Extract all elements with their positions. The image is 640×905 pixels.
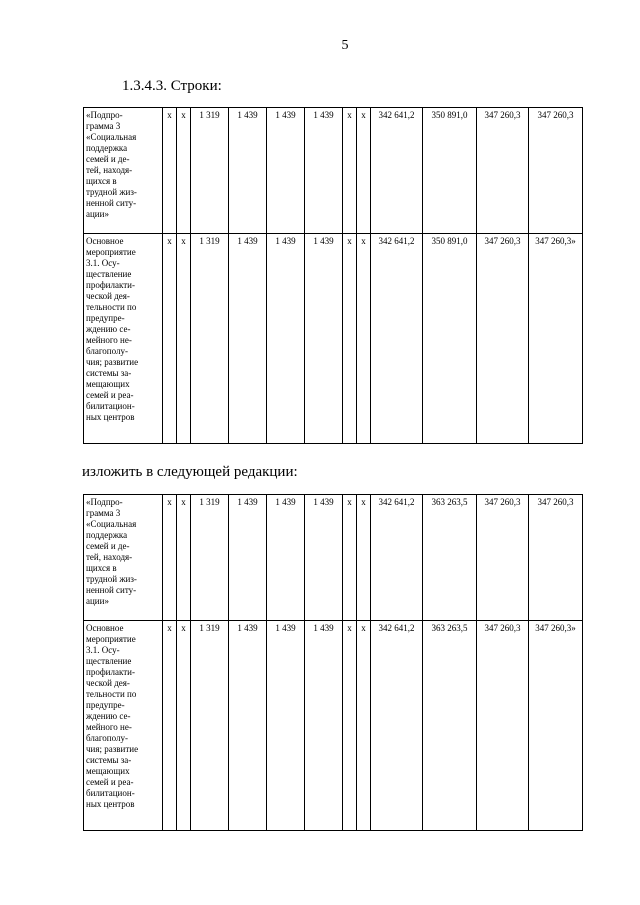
name-line: «Подпро- [86,110,123,120]
value-cell: 363 263,5 [423,495,477,621]
value-cell: х [343,621,357,831]
name-line: трудной жиз- [86,574,137,584]
value-cell: 1 319 [191,621,229,831]
name-line: трудной жиз- [86,187,137,197]
value-cell: 347 260,3 [529,495,583,621]
value-cell: х [177,108,191,234]
name-line: «Социальная [86,519,137,529]
row-name-cell [84,108,163,234]
name-line: профилакти- [86,667,135,677]
name-line: щихся в [86,176,117,186]
value-cell: х [343,108,357,234]
row-name-cell [84,621,163,831]
name-line: мейного не- [86,335,132,345]
name-line: ненной ситу- [86,585,137,595]
value-cell: 1 319 [191,495,229,621]
value-cell: х [357,234,371,444]
name-line: тей, находя- [86,552,133,562]
value-cell: 1 439 [229,108,267,234]
table-row [84,621,583,831]
name-line: ненной ситу- [86,198,137,208]
name-line: ческой дея- [86,291,130,301]
name-line: ческой дея- [86,678,130,688]
name-line: Основное [86,236,124,246]
name-line: профилакти- [86,280,135,290]
name-line: благополу- [86,346,128,356]
name-line: 3.1. Осу- [86,258,120,268]
value-cell: 1 439 [229,495,267,621]
value-cell: 1 439 [305,234,343,444]
value-cell: 347 260,3 [477,495,529,621]
name-line: семей и де- [86,154,130,164]
value-cell: 347 260,3 [529,108,583,234]
value-cell: 350 891,0 [423,108,477,234]
value-cell: х [357,108,371,234]
name-line: «Подпро- [86,497,123,507]
value-cell: 1 439 [229,621,267,831]
value-cell: 347 260,3 [477,108,529,234]
name-line: ации» [86,596,109,606]
table-row [84,108,583,234]
value-cell: 342 641,2 [371,621,423,831]
name-line: мейного не- [86,722,132,732]
value-cell: 1 439 [229,234,267,444]
name-line: семей и реа- [86,777,134,787]
value-cell: 1 439 [305,108,343,234]
name-line: грамма 3 [86,508,121,518]
name-line: Основное [86,623,124,633]
name-line: мещающих [86,766,130,776]
table-after [83,494,583,831]
value-cell: 363 263,5 [423,621,477,831]
name-line: ных центров [86,799,135,809]
name-line: ждению се- [86,711,131,721]
value-cell: х [163,495,177,621]
name-line: предупре- [86,700,125,710]
replacement-note: изложить в следующей редакции: [82,464,298,480]
name-line: «Социальная [86,132,137,142]
name-line: семей и де- [86,541,130,551]
value-cell: 342 641,2 [371,234,423,444]
name-line: поддержка [86,530,128,540]
name-line: ных центров [86,412,135,422]
name-line: щихся в [86,563,117,573]
name-line: поддержка [86,143,128,153]
table-before [83,107,583,444]
page-number: 5 [341,38,349,53]
value-cell: х [343,234,357,444]
name-line: билитацион- [86,401,135,411]
name-line: грамма 3 [86,121,121,131]
name-line: билитацион- [86,788,135,798]
value-cell: х [357,495,371,621]
value-cell: х [177,234,191,444]
value-cell: 347 260,3» [529,621,583,831]
value-cell: х [177,621,191,831]
row-name-cell [84,234,163,444]
name-line: тельности по [86,302,137,312]
name-line: чия; развитие [86,357,139,367]
value-cell: 1 439 [267,234,305,444]
value-cell: 1 439 [267,108,305,234]
name-line: чия; развитие [86,744,139,754]
name-line: ществление [86,269,132,279]
value-cell: 1 319 [191,234,229,444]
value-cell: х [163,108,177,234]
value-cell: 1 439 [267,621,305,831]
value-cell: х [163,234,177,444]
name-line: системы за- [86,368,132,378]
name-line: ществление [86,656,132,666]
name-line: системы за- [86,755,132,765]
name-line: тельности по [86,689,137,699]
name-line: мещающих [86,379,130,389]
name-line: предупре- [86,313,125,323]
value-cell: 347 260,3 [477,621,529,831]
value-cell: х [177,495,191,621]
section-heading: 1.3.4.3. Строки: [122,78,222,94]
value-cell: х [357,621,371,831]
table-row [84,495,583,621]
table-row [84,234,583,444]
value-cell: х [163,621,177,831]
value-cell: 1 439 [305,495,343,621]
value-cell: х [343,495,357,621]
name-line: ждению се- [86,324,131,334]
value-cell: 1 439 [305,621,343,831]
name-line: 3.1. Осу- [86,645,120,655]
name-line: ации» [86,209,109,219]
row-name-cell [84,495,163,621]
value-cell: 1 439 [267,495,305,621]
value-cell: 350 891,0 [423,234,477,444]
value-cell: 347 260,3» [529,234,583,444]
value-cell: 342 641,2 [371,495,423,621]
value-cell: 342 641,2 [371,108,423,234]
name-line: семей и реа- [86,390,134,400]
name-line: благополу- [86,733,128,743]
value-cell: 347 260,3 [477,234,529,444]
name-line: тей, находя- [86,165,133,175]
value-cell: 1 319 [191,108,229,234]
name-line: мероприятие [86,247,136,257]
name-line: мероприятие [86,634,136,644]
